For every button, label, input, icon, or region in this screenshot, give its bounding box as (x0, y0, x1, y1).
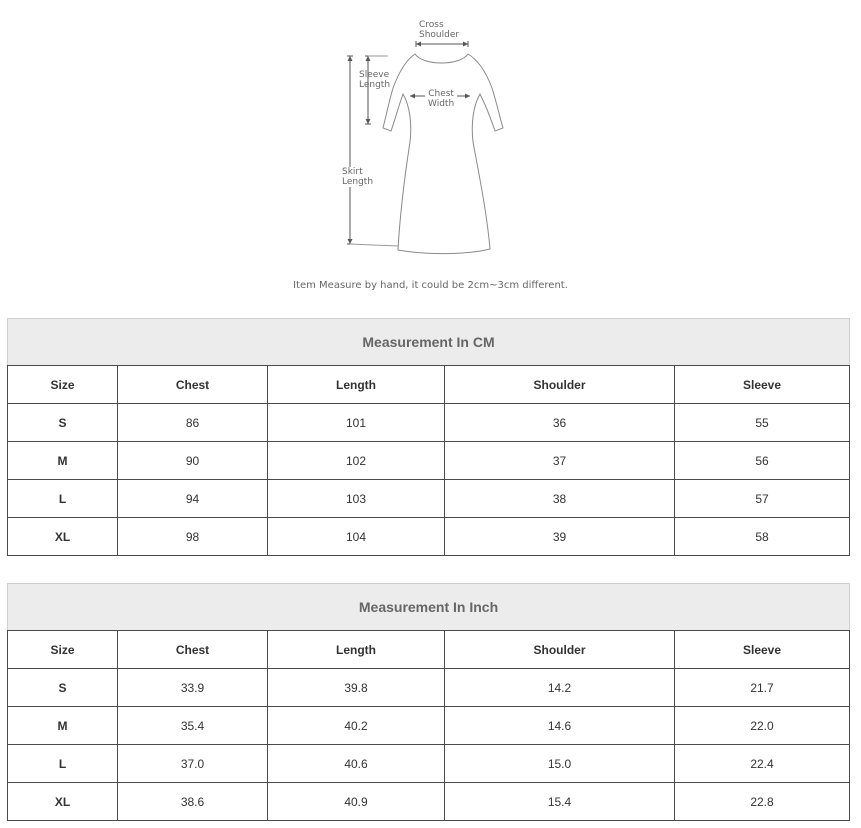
length-cell: 40.6 (268, 745, 445, 783)
column-header: Shoulder (445, 631, 675, 669)
chest-width-label-line1: Chest (428, 89, 454, 99)
column-header: Chest (118, 631, 268, 669)
table-header-row (8, 631, 850, 669)
shoulder-cell: 39 (445, 518, 675, 556)
length-cell: 39.8 (268, 669, 445, 707)
sleeve-length-label (359, 70, 390, 90)
sleeve-cell: 22.8 (675, 783, 850, 821)
chest-cell: 37.0 (118, 745, 268, 783)
size-cell: M (8, 707, 118, 745)
table-row (8, 707, 850, 745)
length-cell: 101 (268, 404, 445, 442)
measurement-note: Item Measure by hand, it could be 2cm~3cm different. (293, 280, 568, 291)
table-header-row (8, 366, 850, 404)
column-header: Size (8, 631, 118, 669)
chest-cell: 94 (118, 480, 268, 518)
measurement-table-inch (7, 583, 850, 821)
size-cell: S (8, 404, 118, 442)
table-row (8, 669, 850, 707)
skirt-length-label (342, 167, 373, 187)
column-header: Size (8, 366, 118, 404)
size-cell: XL (8, 518, 118, 556)
sleeve-cell: 21.7 (675, 669, 850, 707)
table-title: Measurement In CM (8, 319, 850, 366)
size-cell: L (8, 745, 118, 783)
length-cell: 102 (268, 442, 445, 480)
table-row (8, 442, 850, 480)
measurement-table-cm (7, 318, 850, 556)
length-cell: 103 (268, 480, 445, 518)
sleeve-cell: 56 (675, 442, 850, 480)
column-header: Shoulder (445, 366, 675, 404)
chest-cell: 35.4 (118, 707, 268, 745)
size-cell: L (8, 480, 118, 518)
skirt-length-label-line2: Length (342, 177, 374, 187)
chest-cell: 98 (118, 518, 268, 556)
shoulder-cell: 38 (445, 480, 675, 518)
shoulder-cell: 37 (445, 442, 675, 480)
table-row (8, 518, 850, 556)
table-row (8, 745, 850, 783)
chest-cell: 86 (118, 404, 268, 442)
table-row (8, 480, 850, 518)
chest-cell: 33.9 (118, 669, 268, 707)
shoulder-cell: 14.2 (445, 669, 675, 707)
dress-outline-icon (330, 14, 520, 258)
size-cell: M (8, 442, 118, 480)
chest-width-label-line2: Width (428, 99, 455, 109)
length-cell: 40.9 (268, 783, 445, 821)
chest-cell: 38.6 (118, 783, 268, 821)
sleeve-cell: 55 (675, 404, 850, 442)
cross-shoulder-label-line1: Cross (419, 20, 444, 30)
cross-shoulder-label-line2: Shoulder (419, 30, 460, 40)
sleeve-cell: 58 (675, 518, 850, 556)
shoulder-cell: 15.4 (445, 783, 675, 821)
table-title: Measurement In Inch (8, 584, 850, 631)
sleeve-cell: 22.0 (675, 707, 850, 745)
column-header: Sleeve (675, 366, 850, 404)
sleeve-cell: 22.4 (675, 745, 850, 783)
length-cell: 40.2 (268, 707, 445, 745)
column-header: Length (268, 366, 445, 404)
column-header: Chest (118, 366, 268, 404)
length-cell: 104 (268, 518, 445, 556)
size-cell: S (8, 669, 118, 707)
column-header: Length (268, 631, 445, 669)
shoulder-cell: 36 (445, 404, 675, 442)
table-row (8, 783, 850, 821)
table-row (8, 404, 850, 442)
size-cell: XL (8, 783, 118, 821)
shoulder-cell: 14.6 (445, 707, 675, 745)
shoulder-cell: 15.0 (445, 745, 675, 783)
sleeve-cell: 57 (675, 480, 850, 518)
chest-width-label (428, 89, 454, 109)
column-header: Sleeve (675, 631, 850, 669)
sleeve-length-label-line1: Sleeve (359, 70, 390, 80)
skirt-length-label-line1: Skirt (342, 167, 363, 177)
dress-measurement-diagram (330, 14, 520, 258)
cross-shoulder-label (419, 20, 459, 40)
chest-cell: 90 (118, 442, 268, 480)
sleeve-length-label-line2: Length (359, 80, 391, 90)
